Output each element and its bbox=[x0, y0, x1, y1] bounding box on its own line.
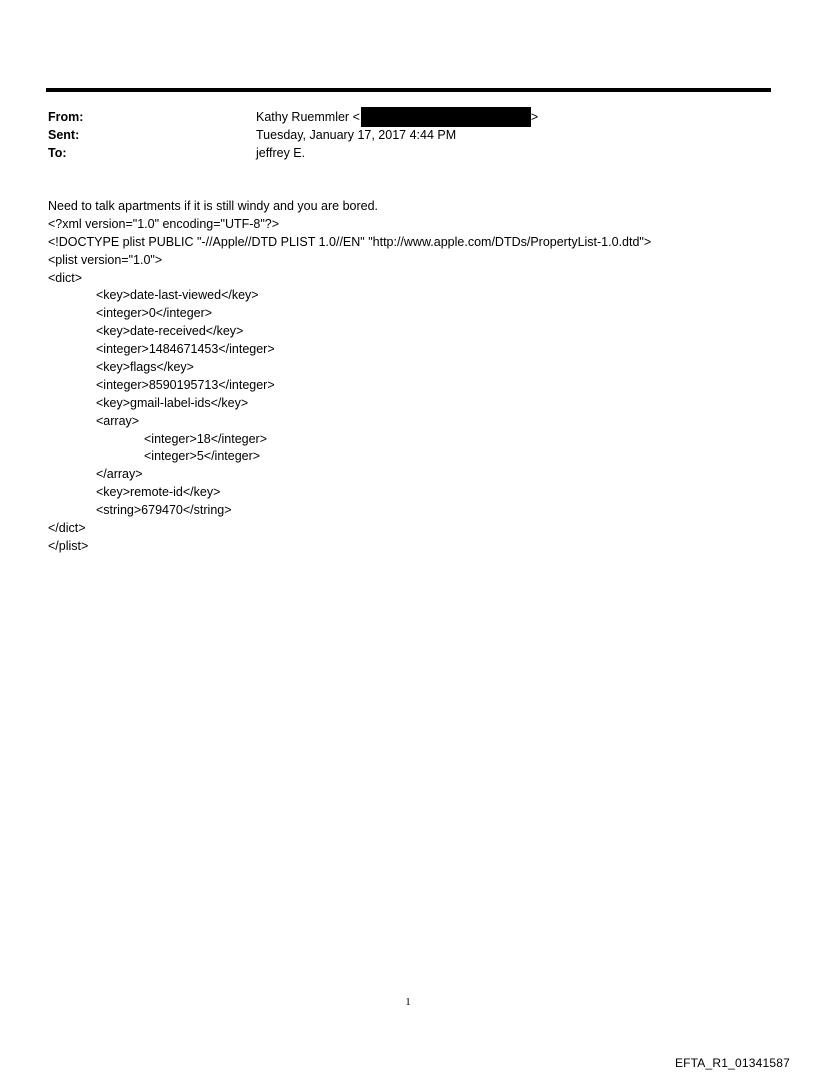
plist-open: <plist version="1.0"> bbox=[48, 252, 163, 267]
to-label: To: bbox=[48, 146, 67, 160]
sent-label: Sent: bbox=[48, 128, 80, 142]
to-value: jeffrey E. bbox=[256, 146, 306, 160]
page-number: 1 bbox=[405, 996, 411, 1008]
int-date-received: <integer>1484671453</integer> bbox=[96, 342, 275, 357]
plist-close: </plist> bbox=[48, 538, 89, 553]
key-date-last-viewed: <key>date-last-viewed</key> bbox=[96, 288, 259, 303]
sender-name: Kathy Ruemmler bbox=[256, 110, 350, 124]
key-gmail-label-ids: <key>gmail-label-ids</key> bbox=[96, 395, 249, 410]
header-divider bbox=[46, 88, 771, 92]
from-value bbox=[256, 108, 748, 126]
to-row bbox=[48, 144, 748, 162]
key-date-received: <key>date-received</key> bbox=[96, 324, 244, 339]
message-text: Need to talk apartments if it is still windy and you are bored. bbox=[48, 199, 379, 213]
sender-email-open-bracket: < bbox=[352, 110, 360, 124]
sent-value: Tuesday, January 17, 2017 4:44 PM bbox=[256, 128, 457, 142]
dict-close: </dict> bbox=[48, 521, 86, 536]
array-open: <array> bbox=[96, 413, 140, 428]
int-date-last-viewed: <integer>0</integer> bbox=[96, 306, 213, 321]
sender-email-close-bracket: > bbox=[530, 110, 539, 124]
array-item: <integer>18</integer> bbox=[144, 431, 268, 446]
redaction-block bbox=[361, 107, 531, 127]
xml-declaration: <?xml version="1.0" encoding="UTF-8"?> bbox=[48, 216, 280, 231]
key-remote-id: <key>remote-id</key> bbox=[96, 485, 221, 500]
bates-number: EFTA_R1_01341587 bbox=[674, 1056, 790, 1070]
string-remote-id: <string>679470</string> bbox=[96, 503, 232, 518]
email-header bbox=[48, 108, 748, 162]
from-row bbox=[48, 108, 748, 126]
key-flags: <key>flags</key> bbox=[96, 360, 194, 375]
array-item: <integer>5</integer> bbox=[144, 449, 261, 464]
array-close: </array> bbox=[96, 467, 143, 482]
int-flags: <integer>8590195713</integer> bbox=[96, 377, 275, 392]
from-label: From: bbox=[48, 110, 84, 124]
email-body bbox=[48, 198, 788, 556]
sent-row bbox=[48, 126, 748, 144]
doctype-line: <!DOCTYPE plist PUBLIC "-//Apple//DTD PLIST 1.0//EN" "http://www.apple.com/DTDs/PropertyList-1.0.dtd"> bbox=[48, 234, 652, 249]
dict-open: <dict> bbox=[48, 270, 83, 285]
